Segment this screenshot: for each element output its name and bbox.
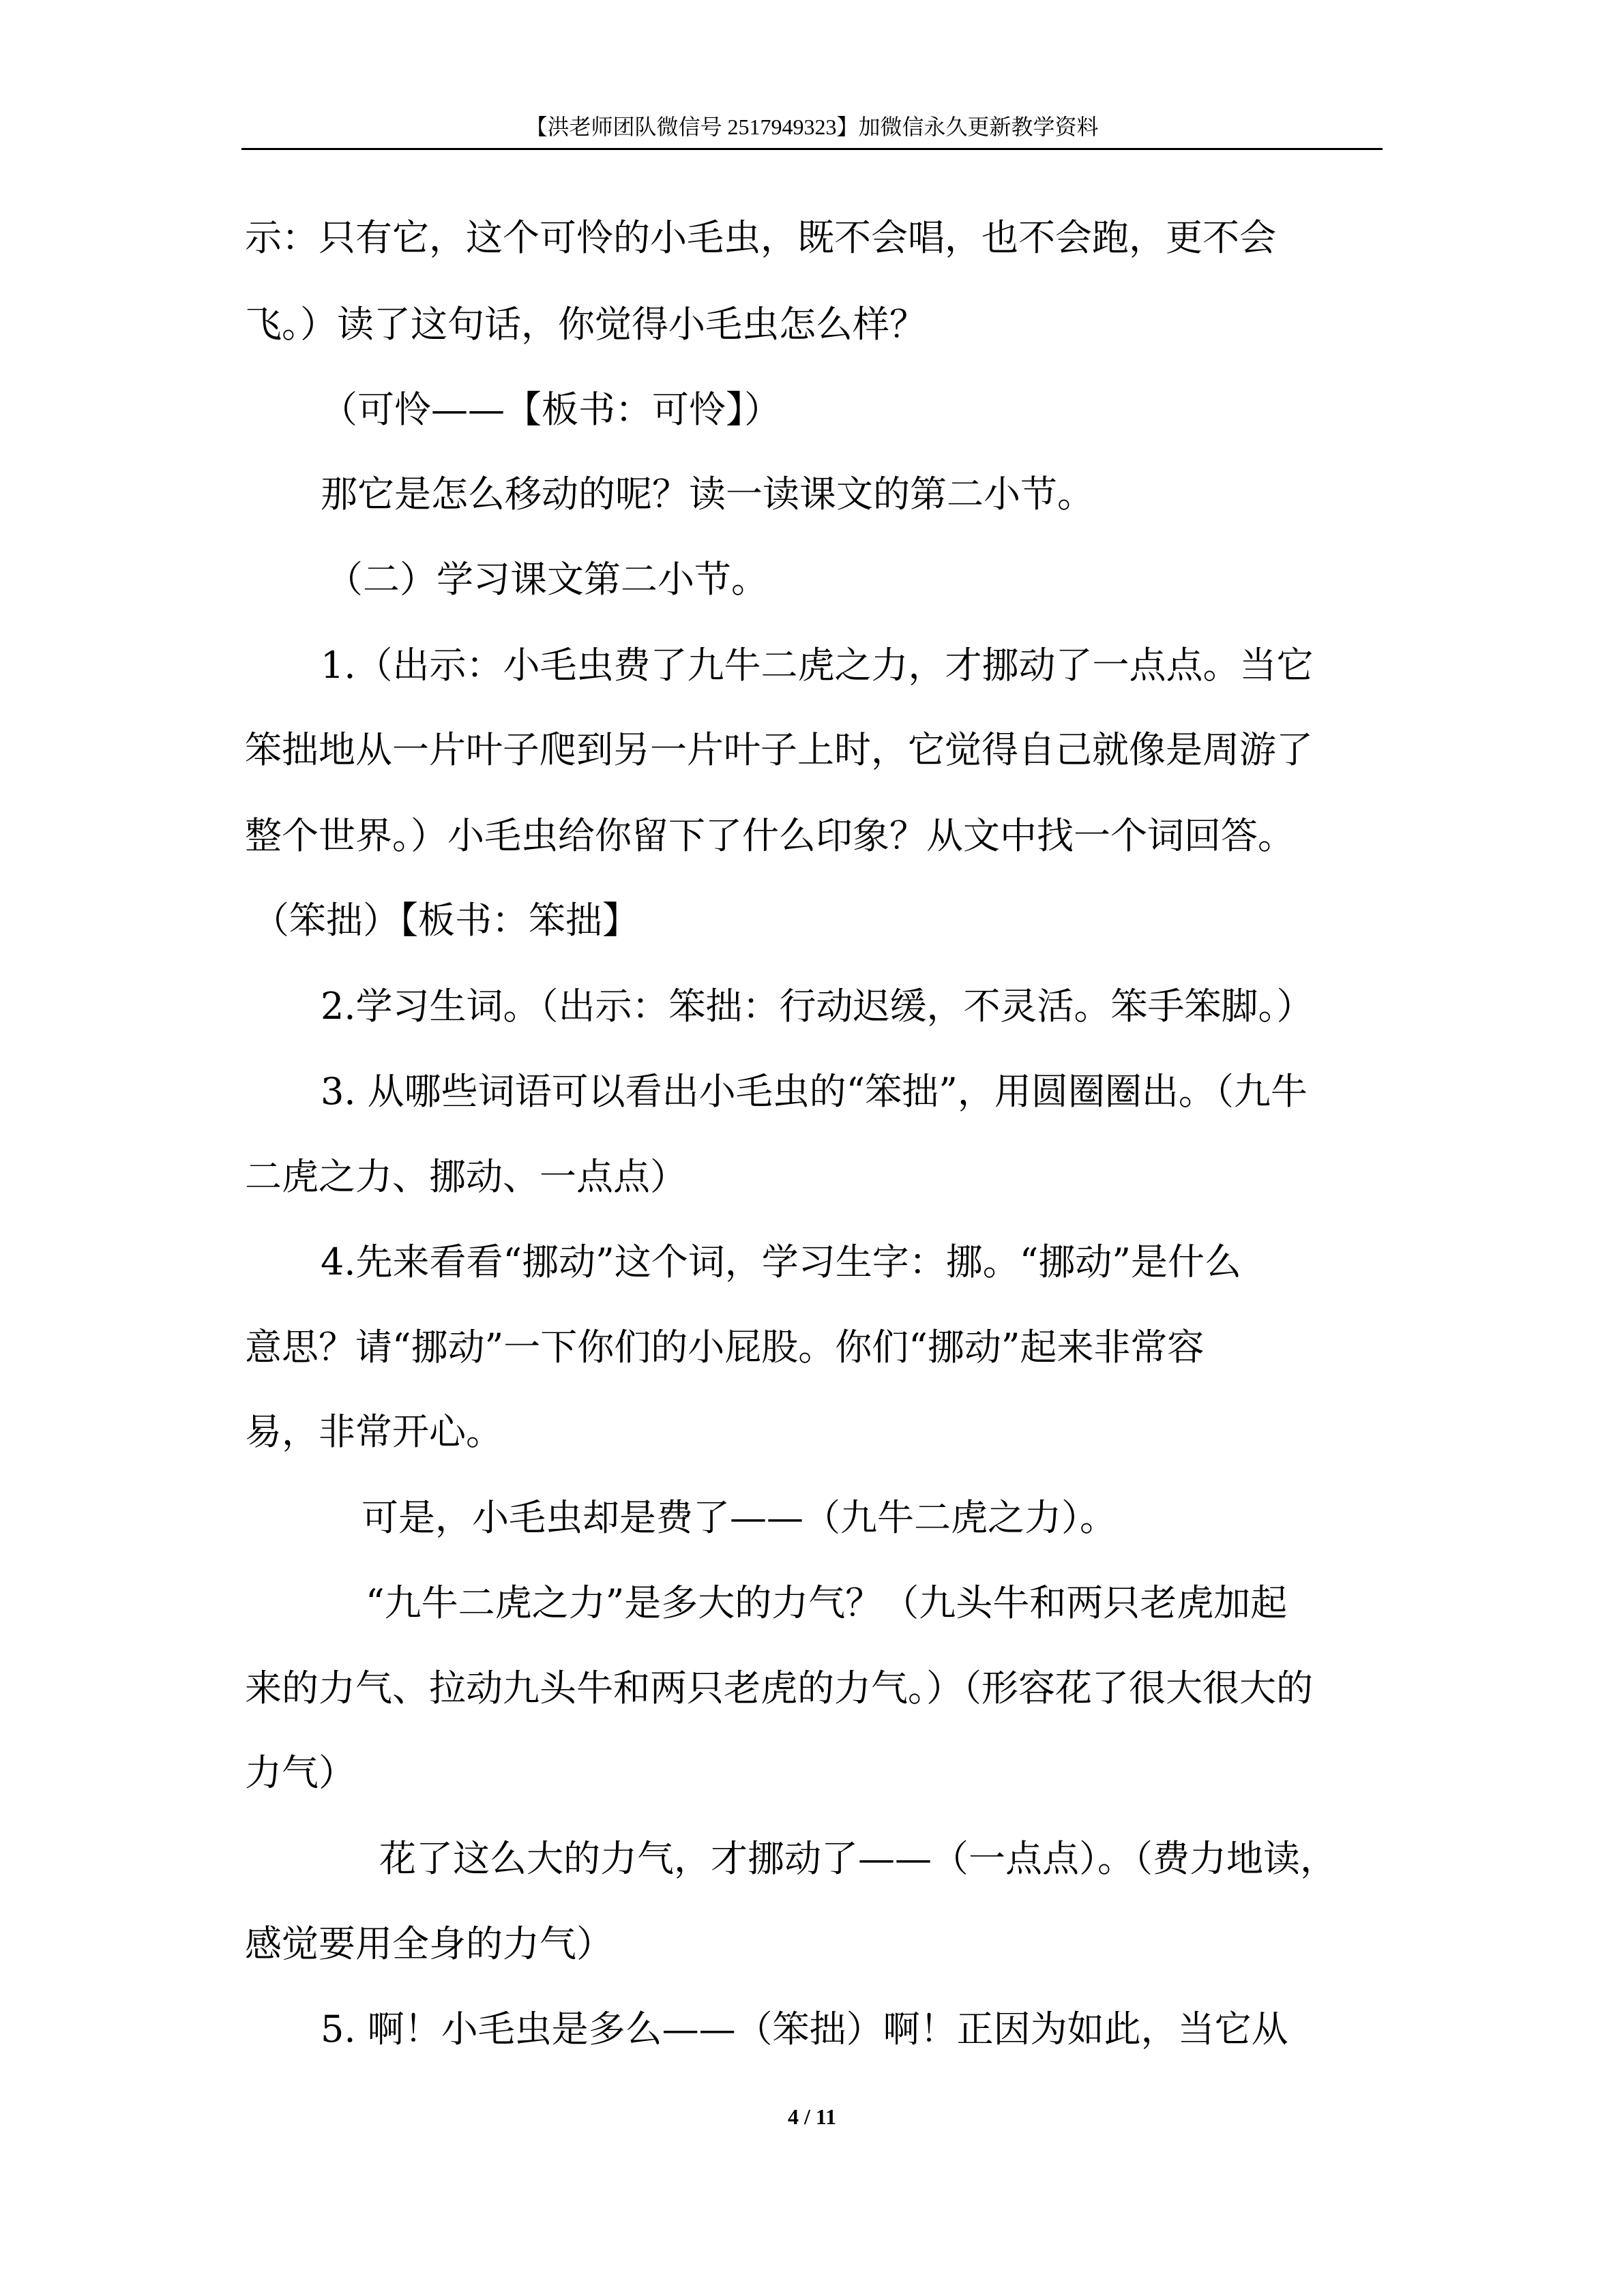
paragraph-line: 来的力气、拉动九头牛和两只老虎的力气。）（形容花了很大很大的 bbox=[245, 1667, 1313, 1710]
paragraph-line: 意思？请“挪动”一下你们的小屁股。你们“挪动”起来非常容 bbox=[245, 1326, 1205, 1369]
paragraph-line: 示：只有它，这个可怜的小毛虫，既不会唱，也不会跑，更不会 bbox=[245, 216, 1276, 259]
paragraph-line: 易，非常开心。 bbox=[245, 1410, 503, 1453]
paragraph-line: （笨拙）【板书：笨拙】 bbox=[252, 899, 639, 942]
paragraph-line: 力气） bbox=[245, 1751, 355, 1794]
paragraph-line: 4.先来看看“挪动”这个词，学习生字：挪。“挪动”是什么 bbox=[321, 1240, 1241, 1283]
paragraph-line: 可是，小毛虫却是费了——（九牛二虎之力）。 bbox=[361, 1496, 1117, 1539]
paragraph-line: （二）学习课文第二小节。 bbox=[326, 558, 768, 601]
paragraph-line: 花了这么大的力气，才挪动了——（一点点）。（费力地读， bbox=[379, 1837, 1337, 1880]
paragraph-line: 飞。）读了这句话，你觉得小毛虫怎么样？ bbox=[245, 303, 926, 346]
paragraph-line: 2.学习生词。（出示：笨拙：行动迟缓，不灵活。笨手笨脚。） bbox=[321, 985, 1314, 1028]
paragraph-line: 二虎之力、挪动、一点点） bbox=[245, 1155, 687, 1198]
paragraph-line: 整个世界。）小毛虫给你留下了什么印象？从文中找一个词回答。 bbox=[245, 814, 1295, 857]
page-number: 4 / 11 bbox=[787, 2104, 837, 2129]
paragraph-line: 那它是怎么移动的呢？读一读课文的第二小节。 bbox=[321, 473, 1094, 516]
paragraph-line: 3. 从哪些词语可以看出小毛虫的“笨拙”，用圆圈圈出。（九牛 bbox=[321, 1070, 1308, 1113]
header-divider bbox=[241, 148, 1383, 150]
paragraph-line: 感觉要用全身的力气） bbox=[245, 1922, 613, 1965]
paragraph-line: 5. 啊！小毛虫是多么——（笨拙）啊！正因为如此，当它从 bbox=[321, 2008, 1288, 2051]
paragraph-line: 笨拙地从一片叶子爬到另一片叶子上时，它觉得自己就像是周游了 bbox=[245, 728, 1313, 771]
paragraph-line: 1.（出示：小毛虫费了九牛二虎之力，才挪动了一点点。当它 bbox=[321, 644, 1314, 687]
page-header: 【洪老师团队微信号 2517949323】加微信永久更新教学资料 bbox=[525, 115, 1099, 139]
paragraph-line: （可怜——【板书：可怜】） bbox=[321, 388, 781, 431]
paragraph-line: “九牛二虎之力”是多大的力气？（九头牛和两只老虎加起 bbox=[366, 1581, 1288, 1624]
